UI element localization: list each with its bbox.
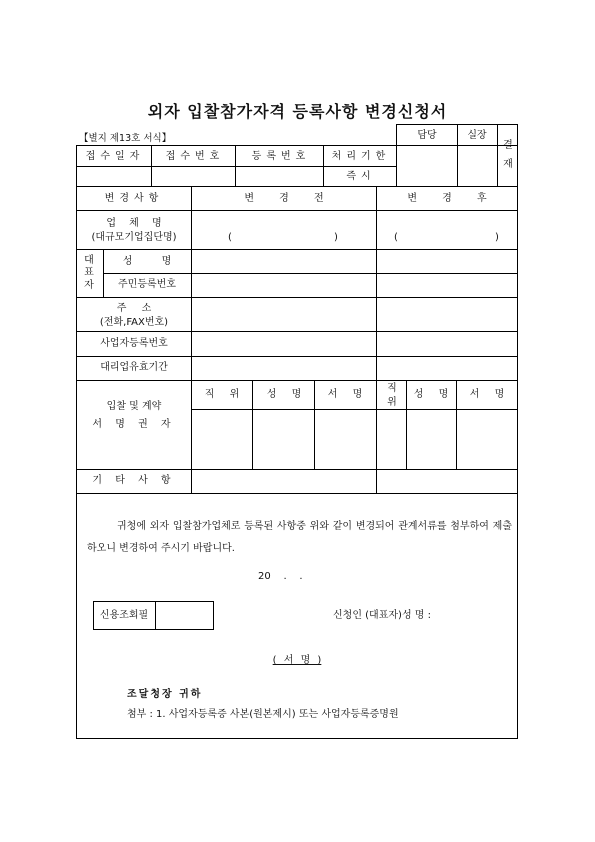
col-item-header: 변경사항 [104, 193, 164, 204]
after-name-header: 성 명 [413, 389, 449, 400]
before-paren-open: ( [228, 232, 232, 243]
receipt-date-label: 접수일자 [85, 151, 145, 162]
representative-label-2: 표 [84, 267, 94, 278]
addressee-label: 조달청장 귀하 [127, 689, 203, 700]
processing-deadline-label: 처리기한 [331, 151, 391, 162]
signature-mark: ( 서 명 ) [272, 655, 322, 666]
representative-label-1: 대 [84, 255, 94, 266]
immediate-label: 즉시 [346, 171, 376, 182]
attachment-label: 첨부 : 1. 사업자등록증 사본(원본제시) 또는 사업자등록증명원 [127, 709, 399, 720]
approval-label-top [503, 141, 513, 151]
other-items-label: 기 타 사 항 [92, 475, 176, 486]
request-paragraph: 귀청에 외자 입찰참가업체로 등록된 사항중 위와 같이 변경되어 관계서류를 첨부하여 제출하오니 변경하여 주시기 바랍니다. [87, 521, 512, 554]
address-label: 주 소 [116, 303, 152, 314]
applicant-label: 신청인 (대표자)성 명 : [333, 610, 431, 621]
col-before-header: 변 경 전 [244, 193, 324, 204]
before-paren-close: ) [334, 232, 338, 243]
rep-name-label: 성 명 [122, 256, 172, 267]
before-position-header: 직 위 [204, 389, 240, 400]
biz-reg-no-label: 사업자등록번호 [100, 338, 168, 349]
after-position-header-bottom: 위 [387, 397, 397, 408]
representative-label-3: 자 [84, 280, 94, 291]
after-paren-open: ( [394, 232, 398, 243]
after-paren-close: ) [495, 232, 499, 243]
col-after-header: 변 경 후 [407, 193, 487, 204]
form-title: 외자 입찰참가자격 등록사항 변경신청서 [147, 102, 448, 121]
after-signature-header: 서 명 [469, 389, 505, 400]
address-sublabel: (전화,FAX번호) [99, 317, 169, 328]
form-id-label: 【별지 제13호 서식】 [79, 133, 172, 144]
receipt-number-label: 접수번호 [165, 151, 225, 162]
approval-label-bottom: 재 [503, 159, 513, 170]
company-name-label: 업 체 명 [106, 218, 162, 229]
date-line: 20 . . [258, 571, 303, 582]
credit-check-label: 신용조회필 [99, 610, 149, 621]
company-name-sublabel: (대규모기업집단명) [91, 232, 177, 243]
approval-head-label: 실장 [467, 130, 487, 141]
signer-label-2: 서 명 권 자 [92, 419, 176, 430]
agency-period-label: 대리업유효기간 [100, 362, 168, 373]
registration-number-label: 등록번호 [251, 151, 311, 162]
rep-id-label: 주민등록번호 [118, 279, 176, 290]
before-name-header: 성 명 [266, 389, 302, 400]
before-signature-header: 서 명 [327, 389, 363, 400]
after-position-header-top: 직 [387, 383, 397, 394]
signer-label-1: 입찰 및 계약 [106, 401, 162, 412]
approval-charge-label: 담당 [417, 130, 437, 141]
